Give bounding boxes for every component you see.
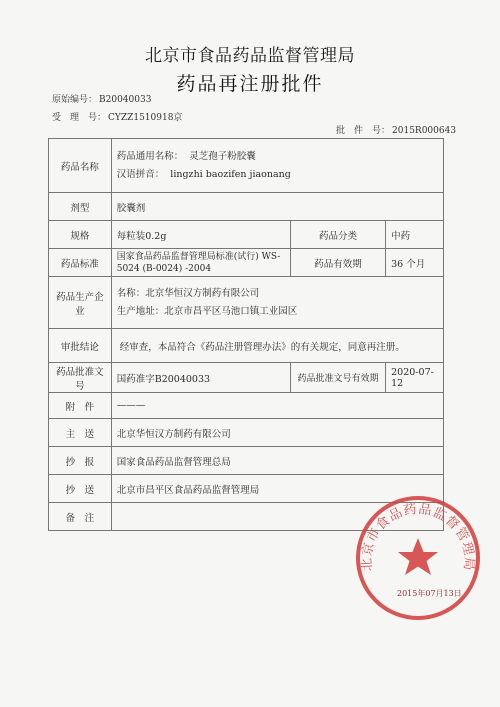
spec-value: 每粒装0.2g [111,221,290,249]
manufacturer-label: 药品生产企业 [49,277,112,329]
pinyin-name [117,166,438,184]
report-to-value: 国家食品药品监督管理总局 [111,447,443,475]
cc-value: 北京市昌平区食品药品监督管理局 [111,475,443,503]
seal-text: 北京市食品药品监督管理局 [359,501,477,572]
cc-label: 抄 送 [49,475,112,503]
pinyin-value: lingzhi baozifen jiaonang [170,168,291,180]
standard-cell [111,249,290,277]
mfr-addr-label: 生产地址： [116,305,165,317]
row-spec [49,221,444,249]
remark-label: 备 注 [49,503,112,531]
row-drug-name [49,139,444,193]
seal-star-icon [398,538,438,575]
document-title: 药品再注册批件 [176,73,324,95]
mfr-name-value: 北京华恒汉方制药有限公司 [145,287,260,299]
standard-label: 药品标准 [49,249,112,277]
report-to-label: 抄 报 [49,447,112,475]
conclusion-label: 审批结论 [49,329,112,363]
mfr-name-label: 名称： [116,287,146,299]
approval-number [336,123,456,136]
approval-doc-value: 国药准字B20040033 [111,363,290,393]
row-dosage-form [49,193,444,221]
row-conclusion [49,329,444,363]
manufacturer-cell [111,277,443,329]
drug-name-label: 药品名称 [49,139,112,193]
original-number-label: 原始编号： [52,95,98,105]
row-report-to [49,447,444,475]
official-seal [352,492,484,624]
generic-name-value: 灵芝孢子粉胶囊 [189,150,256,162]
category-value: 中药 [386,221,444,249]
dosage-form-label: 剂型 [49,193,112,221]
seal-date: 2015年07月13日 [397,589,462,598]
authority-title: 北京市食品药品监督管理局 [145,46,355,66]
attachment-value: ——— [111,393,443,419]
approval-validity-label: 药品批准文号有效期 [290,363,385,393]
attachment-label: 附 件 [49,393,112,419]
validity-value: 36 个月 [386,249,444,277]
pinyin-label: 汉语拼音： [116,168,165,180]
spec-label: 规格 [49,221,112,249]
send-to-label: 主 送 [49,419,112,447]
standard-line-1: 国家食品药品监督管理局标准(试行) WS- [116,251,281,262]
acceptance-number-value: CYZZ1510918京 [108,113,183,123]
dosage-form-value: 胶囊剂 [111,193,443,221]
original-number [52,92,151,105]
category-label: 药品分类 [290,221,385,249]
row-standard [49,249,444,277]
row-manufacturer [49,277,444,329]
approval-validity-value: 2020-07-12 [386,363,444,393]
send-to-value: 北京华恒汉方制药有限公司 [111,419,443,447]
acceptance-number [52,110,182,123]
mfr-addr-value: 北京市昌平区马池口镇工业园区 [164,305,298,317]
generic-name-label: 药品通用名称： [116,150,184,162]
manufacturer-address [117,303,438,321]
validity-label: 药品有效期 [290,249,385,277]
approval-number-value: 2015R000643 [392,126,457,136]
manufacturer-name [117,285,438,303]
approval-number-label: 批 件 号： [336,126,391,136]
approval-table [48,138,444,531]
row-send-to [49,419,444,447]
conclusion-value: 经审查，本品符合《药品注册管理办法》的有关规定，同意再注册。 [111,329,443,363]
standard-line-2: 5024 (B-0024) -2004 [116,263,212,274]
approval-doc-label: 药品批准文号 [49,363,112,393]
generic-name [117,148,438,166]
row-attachment [49,393,444,419]
row-approval-doc [49,363,444,393]
original-number-value: B20040033 [99,95,152,105]
drug-name-cell [111,139,443,193]
acceptance-number-label: 受 理 号： [52,113,107,123]
